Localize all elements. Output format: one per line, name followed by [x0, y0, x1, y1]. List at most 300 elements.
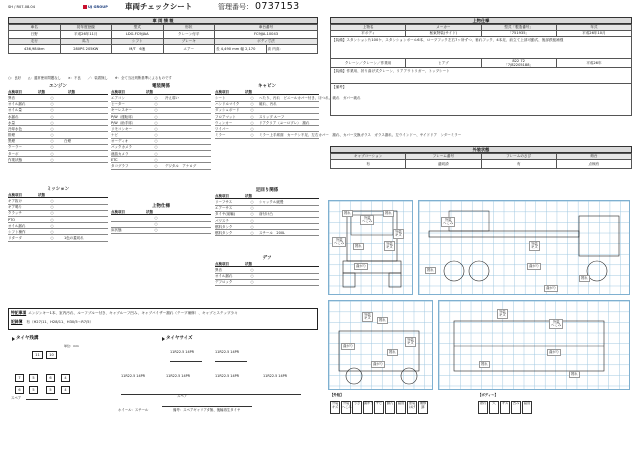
check-item-status: ○ — [154, 145, 158, 150]
check-item-status: ○ — [50, 145, 54, 150]
crane-cell: 平成26年 — [556, 59, 631, 68]
check-item-label: 異音 — [215, 267, 222, 272]
value-cell: 平ボディ — [331, 31, 406, 37]
truck-side-drawing — [419, 201, 631, 296]
diagram-bed-top — [438, 300, 630, 390]
check-item-label: エアーサス — [215, 206, 233, 211]
check-item-label: オイル量 — [8, 108, 22, 113]
legend-item: 腐食 — [522, 401, 532, 414]
equipment-text: スタンション片100ケ、スタンションポール6本、ロープフック左右7ヶ所ずつ、垂れフック、4本足、前立て上部可動式、後部鉄板補強 — [346, 38, 564, 42]
col-header: 状態 — [38, 192, 45, 197]
check-item-label: 燃料タンク — [215, 230, 233, 235]
vehicle-info-title: 車 両 情 報 — [8, 17, 318, 24]
deff-section — [215, 256, 319, 286]
col-header: 状態 — [245, 89, 252, 94]
diagram-cab-front — [328, 200, 413, 295]
damage-tag: 曲がり — [544, 285, 558, 292]
tire-size-line — [215, 361, 247, 362]
cabin-rows — [215, 95, 462, 138]
check-item-status: ○ — [50, 133, 54, 138]
damage-tag: 外装 キズ — [393, 229, 404, 239]
damage-tag: 曲がり — [371, 361, 385, 368]
tire-size-spare-line — [162, 406, 252, 407]
crane-cell: ヒアブ — [406, 59, 481, 68]
check-item-status: ○ — [250, 274, 254, 279]
header-cell: 型式「製造番号」 — [481, 25, 556, 31]
value-cell: 平成26年11月 — [60, 31, 112, 39]
header-cell: フレーム番号 — [406, 154, 481, 160]
check-item-status: ○ — [50, 151, 54, 156]
value-cell: 「751935」 — [481, 31, 556, 37]
notes-box — [8, 308, 318, 330]
engine-rows — [8, 95, 108, 163]
check-item-label: エアコン — [111, 95, 125, 100]
diagram-bed-left — [328, 300, 433, 390]
crane-equipment-row — [331, 68, 632, 84]
deff-rows — [215, 267, 319, 286]
check-item-label: 冷却水色 — [8, 126, 22, 131]
check-item-status: ○ — [250, 126, 254, 131]
check-item-status: ○ — [50, 223, 54, 228]
check-item-status: ○ — [154, 215, 158, 220]
col-header: 点検項目 — [215, 89, 229, 94]
equipment-label: 【装備】 — [332, 38, 347, 42]
check-item-label: オイル漏れ — [215, 274, 233, 279]
body-unit: mm — [232, 46, 240, 51]
vehicle-info — [8, 17, 318, 54]
check-item-label: ミラー — [215, 133, 226, 138]
check-item-note: ミラー上手席面 カーテン不足、左右カバー 割れ、カバー交換ガラス ガラス割れ、左ウインドー、サイドドア ンダーミラー — [259, 133, 462, 138]
col-header: 点検項目 — [8, 89, 22, 94]
check-item-label: 燃料タンク — [215, 224, 233, 229]
header-cell: キャブコーション — [331, 154, 406, 160]
crane-serial: 「7/82205188」 — [504, 63, 534, 68]
damage-tag: 擦れ — [425, 267, 436, 274]
check-item-status: ○ — [50, 126, 54, 131]
tire-size-rear-left-outer: 11R22.5 14PR — [121, 374, 146, 378]
body-dims-cell — [215, 45, 267, 54]
legend-item: 塗装 はげ — [407, 401, 417, 414]
check-item-status: ○ — [50, 157, 54, 162]
check-item-label: パワステ — [215, 218, 229, 223]
legend-item: 錆穴 — [385, 401, 395, 414]
upper-spec-table — [330, 24, 632, 116]
body-inner-cell — [266, 45, 318, 54]
check-item-status: ○ — [250, 267, 254, 272]
engine-title-text: エンジン — [49, 84, 67, 89]
check-row — [8, 235, 108, 241]
col-header: 状態 — [146, 209, 153, 214]
header-cell: 型式 — [112, 25, 164, 31]
check-row — [215, 132, 462, 138]
tire-rear-left-outer: 7 — [15, 374, 24, 382]
legend-exterior-label: 【外装】 — [330, 393, 344, 397]
check-item-note: 前付け凸 — [259, 212, 273, 217]
col-header: 状態 — [38, 89, 45, 94]
check-item-status: ○ — [50, 236, 54, 241]
check-item-label: 異音 — [8, 95, 15, 100]
mission-title-text: ミッション — [46, 187, 70, 192]
damage-tag: 外装 キズ — [529, 241, 540, 251]
tire-size-title — [162, 336, 193, 341]
check-item-label: シート — [215, 95, 226, 100]
col-header: 点検項目 — [111, 209, 125, 214]
tire-size-title-text: タイヤサイズ — [166, 336, 193, 341]
check-item-label: キーレスキー — [111, 108, 132, 113]
value-cell: 有 — [481, 160, 556, 169]
check-item-status: ○ — [50, 217, 54, 222]
col-header: 状態 — [245, 261, 252, 266]
col-header: 点検項目 — [111, 89, 125, 94]
check-item-label: 排煙 — [8, 133, 15, 138]
check-item-status: ○ — [154, 151, 158, 156]
wheel-text: ホイール：スチール — [118, 408, 149, 412]
check-row — [111, 163, 211, 169]
header-cell: 形状 — [163, 25, 215, 31]
tire-rear2-left-outer: 6 — [15, 386, 24, 394]
check-item-note: デジタル アナログ — [165, 164, 197, 168]
check-item-label: P/W（助手席） — [111, 120, 136, 125]
exterior-section — [330, 146, 632, 169]
damage-tag: 外装 へこみ — [549, 319, 563, 329]
chassis-section — [215, 188, 319, 236]
legend-exterior-items — [330, 401, 430, 415]
damage-tag: 擦れ — [377, 317, 388, 324]
vehicle-info-table — [8, 24, 318, 54]
check-item-status: ○ — [50, 198, 54, 203]
electrical-section — [111, 84, 211, 170]
check-item-label: クラッチ — [8, 211, 22, 216]
check-item-label: ヒーター — [111, 102, 125, 107]
tire-front-left: 11 — [32, 351, 43, 359]
upper-spec-equipment-cell — [331, 37, 632, 59]
diagram-right-side — [418, 200, 630, 295]
value-cell: FC9JJA-10043 — [215, 31, 318, 39]
check-item-label: クーラー — [8, 145, 22, 150]
check-item-status: ○ — [250, 120, 254, 125]
check-item-note: ドアクリア（ユーロプレ） 割れ — [259, 120, 310, 125]
check-item-status: ○ — [250, 95, 254, 100]
value-cell: 日野 — [9, 31, 61, 39]
deff-title-text: デフ — [262, 256, 272, 261]
upper-spec-equipment-row — [331, 37, 632, 59]
value-cell: 436,984km — [9, 45, 61, 54]
tire-size-line — [170, 361, 202, 362]
legend-item: 腐食 — [396, 401, 406, 414]
check-item-label: 水量 — [8, 120, 15, 125]
history-label: 記録簿 — [11, 319, 23, 325]
tire-size-section — [112, 336, 322, 436]
check-item-label: ETC — [111, 157, 118, 162]
upper-mechanism-section — [111, 204, 211, 234]
history-row — [9, 315, 317, 324]
check-item-note: スチール 200L — [259, 230, 285, 235]
tire-remaining-title — [12, 336, 38, 341]
damage-tag: 外装 へこみ — [360, 215, 374, 225]
bullet-icon — [162, 337, 165, 341]
check-row — [215, 230, 319, 236]
value-cell: M/T 6速 — [112, 45, 164, 54]
damage-tag: 擦れ — [569, 371, 580, 378]
check-item-label: 作業状態 — [8, 157, 22, 162]
tire-rear2-right-outer: 4 — [61, 386, 70, 394]
check-item-label: リターダ — [8, 236, 22, 241]
check-item-status: ○ — [154, 228, 158, 233]
tire-rear-left-inner: 5 — [29, 374, 38, 382]
check-item-status: ○ — [250, 280, 254, 285]
damage-tag: 外装 キズ — [497, 309, 508, 319]
check-item-status: ○ — [154, 102, 158, 107]
header-cell: 車名 — [9, 25, 61, 31]
check-item-label: デフロック — [215, 280, 233, 285]
exterior-values — [331, 160, 632, 169]
crane-model: 822 72 — [512, 59, 525, 63]
tire-rear2-right-inner: 5 — [46, 386, 55, 394]
history-text: 有（H27/11、H28/11、H30/5〜R7/5） — [26, 320, 94, 325]
tire-size-front-left: 11R22.5 14PR — [170, 350, 195, 354]
check-item-label: 液晶カメラ — [111, 151, 129, 156]
check-item-status: ○ — [250, 114, 254, 119]
header-cell: 初年度登録 — [60, 25, 112, 31]
tire-rear2-left-inner: 5 — [29, 386, 38, 394]
tire-unit-label: 単位：mm — [64, 344, 79, 348]
check-item-status: ○ — [50, 102, 54, 107]
brand-logo — [83, 5, 108, 9]
check-item-label: オーディオ — [111, 139, 129, 144]
tire-spare-label: スペア — [11, 396, 22, 400]
value-cell: クレーン付平 — [163, 31, 215, 39]
check-item-label: ハンドルマイク — [215, 102, 240, 107]
page-title: 車両チェックシート — [125, 2, 193, 11]
check-item-status: ○ — [154, 108, 158, 113]
col-header: 点検項目 — [8, 192, 22, 197]
check-item-label: ギア抜け — [8, 198, 22, 203]
spare-note: 備考：スペアギャリアタ無、後輪再生タイヤ — [173, 408, 241, 412]
exterior-table — [330, 153, 632, 169]
damage-tag: 曲がり — [354, 263, 368, 270]
damage-tag: 擦れ — [383, 210, 394, 217]
legend-item: サビ — [374, 401, 384, 414]
damage-tag: 擦れ — [353, 243, 364, 250]
col-header: 状態 — [146, 89, 153, 94]
vehicle-row2-values — [9, 45, 318, 54]
legend-item: 穴 — [489, 401, 499, 414]
truck-top-drawing — [439, 301, 631, 391]
check-item-status: ○ — [250, 206, 254, 211]
crane-cell — [481, 59, 556, 68]
electrical-rows — [111, 95, 211, 169]
col-header: 状態 — [245, 193, 252, 198]
tire-rear-right-inner: 6 — [46, 374, 55, 382]
tire-size-rear-left-inner: 11R22.5 14PR — [166, 374, 191, 378]
check-item-label: シフト操作 — [8, 229, 26, 234]
value-cell: LDG-FC9JJAA — [112, 31, 164, 39]
header-cell: ブレーキ — [163, 39, 215, 45]
engine-section — [8, 84, 108, 163]
chassis-rows — [215, 199, 319, 236]
check-item-status: ○ — [50, 95, 54, 100]
check-item-note: シャックル緩慢 — [259, 199, 284, 204]
check-item-label: P/W（運転席） — [111, 114, 136, 119]
damage-tag: 外装 キズ — [405, 337, 416, 347]
damage-tag: 擦れ — [387, 349, 398, 356]
damage-tag: 曲がり — [547, 349, 561, 356]
upper-mechanism-rows — [111, 215, 211, 234]
check-item-status: ○ — [154, 120, 158, 125]
check-item-status: ○ — [250, 133, 254, 138]
special-notes-label: 特記事項 — [11, 310, 27, 315]
legend-item: 補修 跡 — [418, 401, 428, 414]
check-item-status: ○ — [50, 139, 54, 144]
damage-tag: 擦れ — [342, 210, 353, 217]
check-item-status: ○ — [50, 114, 54, 119]
body-height: 高 — [267, 46, 272, 51]
check-item-status: ○ — [154, 95, 158, 100]
check-item-label: ワイパー — [215, 126, 229, 131]
tire-remaining-title-text: タイヤ残溝 — [16, 336, 39, 341]
check-item-status: ○ — [154, 139, 158, 144]
value-cell: 有 — [331, 160, 406, 169]
value-cell: 280PS 205KW — [60, 45, 112, 54]
tire-size-rear-right-outer: 11R22.5 14PR — [263, 374, 288, 378]
upper-mechanism-title-text: 上物仕様 — [152, 204, 170, 209]
check-item-note: 冷え弱い — [165, 95, 179, 100]
crane-row — [331, 59, 632, 68]
check-item-label: 水漏れ — [8, 114, 19, 119]
value-cell: 極東特装(サイド) — [406, 31, 481, 37]
check-item-status: ○ — [250, 212, 254, 217]
tire-rear-right-outer: 4 — [61, 374, 70, 382]
cabin-title-text: キャビン — [258, 84, 276, 89]
header-cell: 車台番号 — [215, 25, 318, 31]
check-item-status: ○ — [154, 114, 158, 119]
check-item-status: ○ — [154, 133, 158, 138]
control-label: 管理番号： — [218, 3, 253, 11]
damage-tag: 外装 キズ — [362, 312, 373, 322]
check-item-status: ○ — [250, 102, 254, 107]
legend-item: 外装 へこみ — [341, 401, 351, 414]
value-cell: 点検有 — [556, 160, 631, 169]
check-item-label: ナビ — [111, 133, 118, 138]
tire-size-front-right: 11R22.5 14PR — [215, 350, 240, 354]
legend-item: うき — [352, 401, 362, 414]
check-item-status: ○ — [250, 230, 254, 235]
brand-name: UJ GROUP — [88, 5, 108, 9]
mission-section — [8, 187, 108, 242]
check-item-label: オイル漏れ — [8, 102, 26, 107]
value-cell: エアー — [163, 45, 215, 54]
check-item-note: 白煙 — [64, 139, 71, 144]
brand-mark-icon — [83, 5, 87, 9]
body-width: 幅 2,170 — [240, 46, 256, 51]
check-item-status: ○ — [154, 222, 158, 227]
status-legend: ○：良好 △：通常使用問題なし ×：不良 ／：装着無し ※：全て当社判断基準によるものです — [8, 76, 172, 80]
check-item-status: ○ — [50, 120, 54, 125]
damage-tag: 曲がり — [527, 263, 541, 270]
legend-item: キズ — [500, 401, 510, 414]
header-cell: メーカー — [406, 25, 481, 31]
check-item-note: へたり、汚れ ビニールカバー付き、ほつれ、破れ ガバー破れ — [259, 95, 361, 100]
col-header: 点検項目 — [215, 193, 229, 198]
tire-size-rear-right-inner: 11R22.5 14PR — [215, 374, 240, 378]
header-cell: 走行 — [9, 39, 61, 45]
value-cell: 平成26年10月 — [556, 31, 631, 37]
upper-spec-title: 上物仕様 — [330, 17, 632, 24]
legend-item: 曲がり — [363, 401, 373, 414]
tire-remaining-section — [8, 336, 108, 436]
check-item-label: 黒煙 — [8, 139, 15, 144]
check-item-status: ○ — [50, 211, 54, 216]
check-item-label: ギア鳴り — [8, 205, 22, 210]
control-number: 0737153 — [255, 1, 300, 12]
check-item-label: リモコンキー — [111, 126, 132, 131]
crane-equipment-cell: 【装備】作業用、折り曲げ式クレーン、リアアウトリガー、トップシート — [331, 68, 632, 84]
check-item-label: タコグラフ — [111, 164, 129, 168]
check-row — [111, 228, 211, 234]
tire-front-right: 10 — [46, 351, 57, 359]
check-item-status: ○ — [250, 108, 254, 113]
upper-spec-note-row — [331, 84, 632, 116]
tire-size-rear2-line — [121, 394, 301, 395]
check-item-status: ○ — [154, 157, 158, 162]
header-cell: 上物名 — [331, 25, 406, 31]
check-item-label: リーフサス — [215, 199, 233, 204]
upper-spec-section — [330, 17, 632, 116]
damage-tag: 擦れ — [479, 361, 490, 368]
electrical-title-text: 電装関係 — [152, 84, 170, 89]
header-cell: 年式 — [556, 25, 631, 31]
damage-tag: 曲がり — [341, 343, 355, 350]
bullet-icon — [12, 337, 15, 341]
check-item-status: ○ — [250, 224, 254, 229]
check-item-label: バックカメラ — [111, 145, 132, 150]
header-cell: 荷台 — [556, 154, 631, 160]
special-notes-text: エンジンキー1本、室内汚れ、ルーフブルー付き、キャブルーフ凹み、キャブバイザー割れ（テープ補修）、キャブとステップ少々 — [28, 311, 238, 315]
legend-item: 外装 キズ — [330, 401, 340, 414]
header-cell: ボディ寸法 — [215, 39, 318, 45]
check-item-note: スリップ ルーフ — [259, 114, 285, 119]
check-row — [8, 157, 108, 163]
legend-body-items — [478, 401, 538, 415]
exterior-title: 外装状態 — [330, 146, 632, 153]
col-header: 状態 — [68, 89, 75, 94]
upper-spec-note-cell: 【備考】 — [331, 84, 632, 116]
tire-size-spare-label: スペア — [177, 394, 188, 398]
header-cell: フレームのさび — [481, 154, 556, 160]
check-item-note: 破れ、汚れ — [259, 102, 277, 107]
crane-cell: クレーン／クレーン／作業用 — [331, 59, 406, 68]
check-item-status: ○ — [50, 205, 54, 210]
form-code: SH / R07.08.04 — [8, 5, 35, 9]
tire-spare-line — [26, 399, 58, 400]
legend-item: 擦れ — [478, 401, 488, 414]
mission-rows — [8, 198, 108, 241]
check-item-label: ウィンカー — [215, 120, 233, 125]
check-row — [215, 280, 319, 286]
check-item-label: 床状態 — [111, 228, 122, 233]
damage-tag: 擦れ — [579, 275, 590, 282]
check-item-note: 1色の蓋切れ — [64, 236, 84, 241]
damage-tag: 外装 へこみ — [332, 237, 346, 247]
check-item-label: タイヤ(前輪) — [215, 212, 236, 217]
check-item-status: ○ — [50, 108, 54, 113]
check-item-label: ダッシュボード — [215, 108, 240, 113]
body-length: 長 4,490 — [216, 46, 232, 51]
header-cell: 馬力 — [60, 39, 112, 45]
value-cell: 適切済 — [406, 160, 481, 169]
check-item-label: フロアマット — [215, 114, 236, 119]
legend-item: 凹み — [511, 401, 521, 414]
